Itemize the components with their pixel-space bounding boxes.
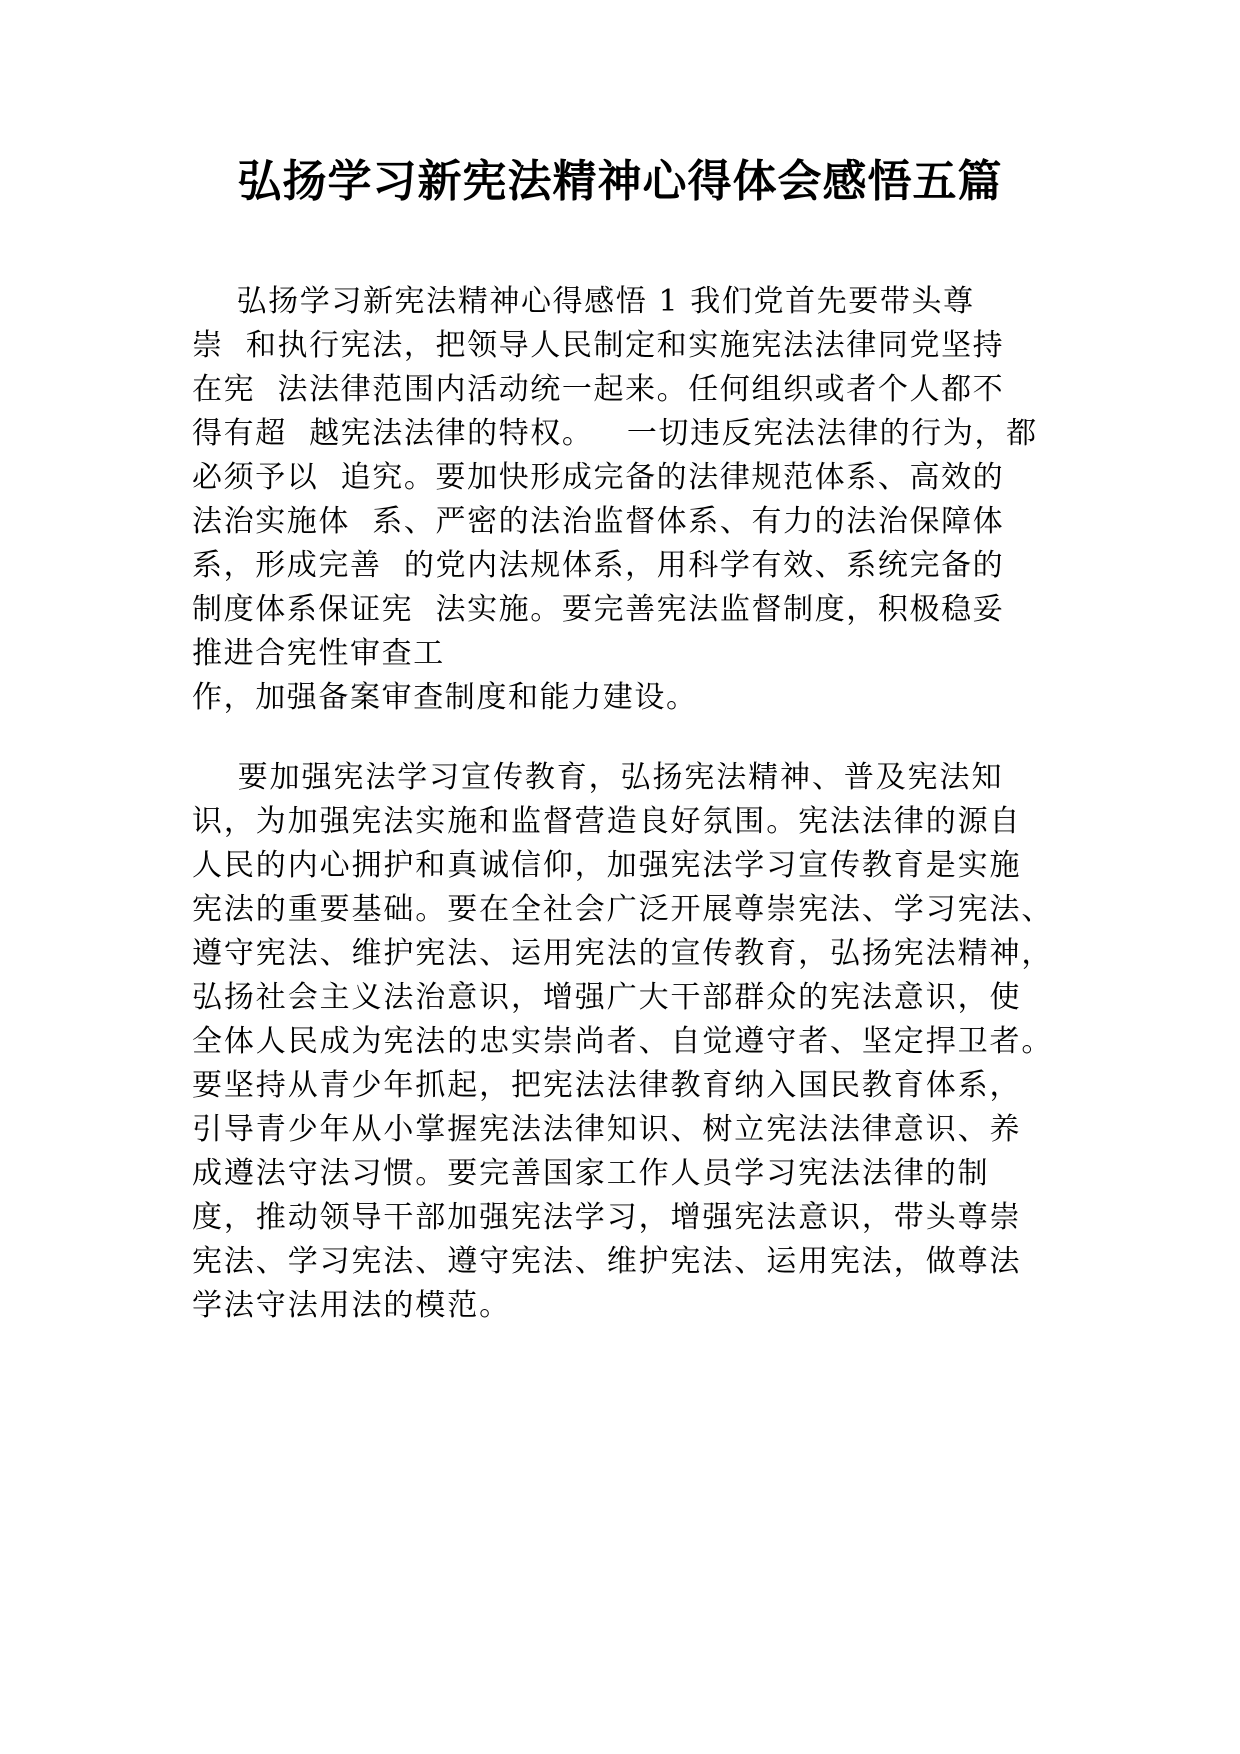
paragraph-line: 学法守法用法的模范。 — [192, 1288, 511, 1323]
paragraph-line: 弘扬学习新宪法精神心得感悟 1 我们党首先要带头尊 — [192, 284, 975, 319]
paragraph-line: 宪法、学习宪法、遵守宪法、维护宪法、运用宪法，做尊法 — [192, 1244, 1022, 1279]
paragraph-line: 度，推动领导干部加强宪法学习，增强宪法意识，带头尊崇 — [192, 1200, 1022, 1235]
paragraph-line: 作，加强备案审查制度和能力建设。 — [192, 680, 698, 715]
paragraph-line: 全体人民成为宪法的忠实崇尚者、自觉遵守者、坚定捍卫者。 — [192, 1024, 1054, 1059]
paragraph-line: 法治实施体 系、严密的法治监督体系、有力的法治保障体 — [192, 504, 1005, 539]
paragraph-line: 要坚持从青少年抓起，把宪法法律教育纳入国民教育体系， — [192, 1068, 1022, 1103]
paragraph-line: 系，形成完善 的党内法规体系，用科学有效、系统完备的 — [192, 548, 1005, 583]
paragraph-line: 必须予以 追究。要加快形成完备的法律规范体系、高效的 — [192, 460, 1005, 495]
paragraph-line: 要加强宪法学习宣传教育，弘扬宪法精神、普及宪法知 — [192, 760, 1004, 795]
paragraph-line: 在宪 法法律范围内活动统一起来。任何组织或者个人都不 — [192, 372, 1005, 407]
paragraph-line: 崇 和执行宪法，把领导人民制定和实施宪法法律同党坚持 — [192, 328, 1005, 363]
paragraph-line: 识，为加强宪法实施和监督营造良好氛围。宪法法律的源自 — [192, 804, 1022, 839]
paragraph-line: 弘扬社会主义法治意识，增强广大干部群众的宪法意识，使 — [192, 980, 1022, 1015]
paragraph-line: 制度体系保证宪 法实施。要完善宪法监督制度，积极稳妥 — [192, 592, 1005, 627]
paragraph-line: 推进合宪性审查工 — [192, 636, 445, 671]
paragraph-line: 得有超 越宪法法律的特权。 一切违反宪法法律的行为，都 — [192, 416, 1038, 451]
paragraph-line: 人民的内心拥护和真诚信仰，加强宪法学习宣传教育是实施 — [192, 848, 1022, 883]
paragraph-line: 成遵法守法习惯。要完善国家工作人员学习宪法法律的制 — [192, 1156, 990, 1191]
paragraph-line: 引导青少年从小掌握宪法法律知识、树立宪法法律意识、养 — [192, 1112, 1022, 1147]
document-title: 弘扬学习新宪法精神心得体会感悟五篇 — [237, 156, 1003, 207]
paragraph-line: 宪法的重要基础。要在全社会广泛开展尊崇宪法、学习宪法、 — [192, 892, 1054, 927]
paragraph-line: 遵守宪法、维护宪法、运用宪法的宣传教育，弘扬宪法精神， — [192, 936, 1054, 971]
